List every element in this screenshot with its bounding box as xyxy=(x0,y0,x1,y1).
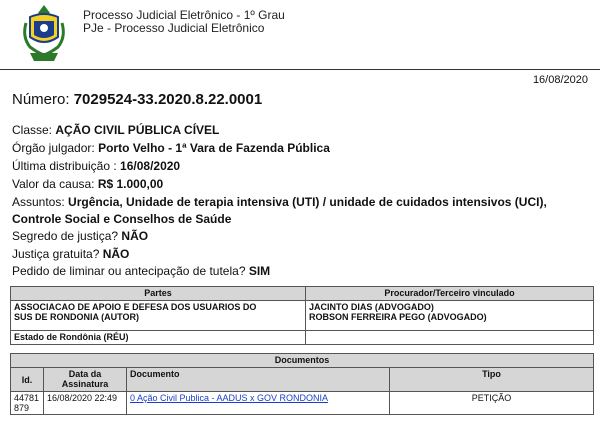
header-system-name: Processo Judicial Eletrônico - 1º Grau xyxy=(83,8,285,22)
doc-link[interactable] xyxy=(127,392,390,415)
process-number-label: Número: xyxy=(12,91,70,108)
field-classe: Classe: AÇÃO CIVIL PÚBLICA CÍVEL xyxy=(12,123,220,137)
partes-header: Partes xyxy=(11,287,306,301)
field-assuntos: Assuntos: Urgência, Unidade de terapia intensiva (UTI) / unidade de cuidados intensivos (UCI), xyxy=(12,195,547,209)
documentos-header: Documentos xyxy=(11,354,594,368)
procurador-reu-empty xyxy=(306,331,594,345)
procurador-1: JACINTO DIAS (ADVOGADO) xyxy=(309,302,434,312)
documentos-table xyxy=(10,353,594,415)
doc-tipo: PETIÇÃO xyxy=(390,392,594,415)
header-system-subtitle: PJe - Processo Judicial Eletrônico xyxy=(83,21,265,35)
col-documento: Documento xyxy=(127,368,390,392)
procurador-header: Procurador/Terceiro vinculado xyxy=(306,287,594,301)
partes-table xyxy=(10,286,594,345)
header-divider xyxy=(0,69,600,70)
col-tipo: Tipo xyxy=(390,368,594,392)
coat-of-arms-logo xyxy=(20,3,68,65)
field-orgao-julgador: Órgão julgador: Porto Velho - 1ª Vara de Fazenda Pública xyxy=(12,141,330,155)
col-id: Id. xyxy=(11,368,44,392)
field-ultima-distribuicao: Última distribuição : 16/08/2020 xyxy=(12,159,181,173)
field-segredo-justica: Segredo de justiça? NÃO xyxy=(12,229,149,243)
field-justica-gratuita: Justiça gratuita? NÃO xyxy=(12,247,130,261)
parte-autor: ASSOCIACAO DE APOIO E DEFESA DOS USUARIOS DO SUS DE RONDONIA (AUTOR) xyxy=(11,301,306,331)
doc-id: 44781 879 xyxy=(11,392,44,415)
process-number-value: 7029524-33.2020.8.22.0001 xyxy=(73,91,263,108)
parte-reu: Estado de Rondônia (RÉU) xyxy=(11,331,306,345)
procurador-2: ROBSON FERREIRA PEGO (ADVOGADO) xyxy=(309,312,487,322)
field-valor-causa: Valor da causa: R$ 1.000,00 xyxy=(12,177,164,191)
field-assuntos-cont: Controle Social e Conselhos de Saúde xyxy=(12,212,232,226)
doc-data: 16/08/2020 22:49 xyxy=(44,392,127,415)
documento-link[interactable]: 0 Ação Civil Publica - AADUS x GOV RONDONIA xyxy=(130,393,329,403)
col-data-assinatura: Data da Assinatura xyxy=(44,368,127,392)
process-number xyxy=(12,91,262,108)
procuradores-autor xyxy=(306,301,594,331)
document-date: 16/08/2020 xyxy=(532,74,588,86)
field-pedido-liminar: Pedido de liminar ou antecipação de tutela? SIM xyxy=(12,264,271,278)
